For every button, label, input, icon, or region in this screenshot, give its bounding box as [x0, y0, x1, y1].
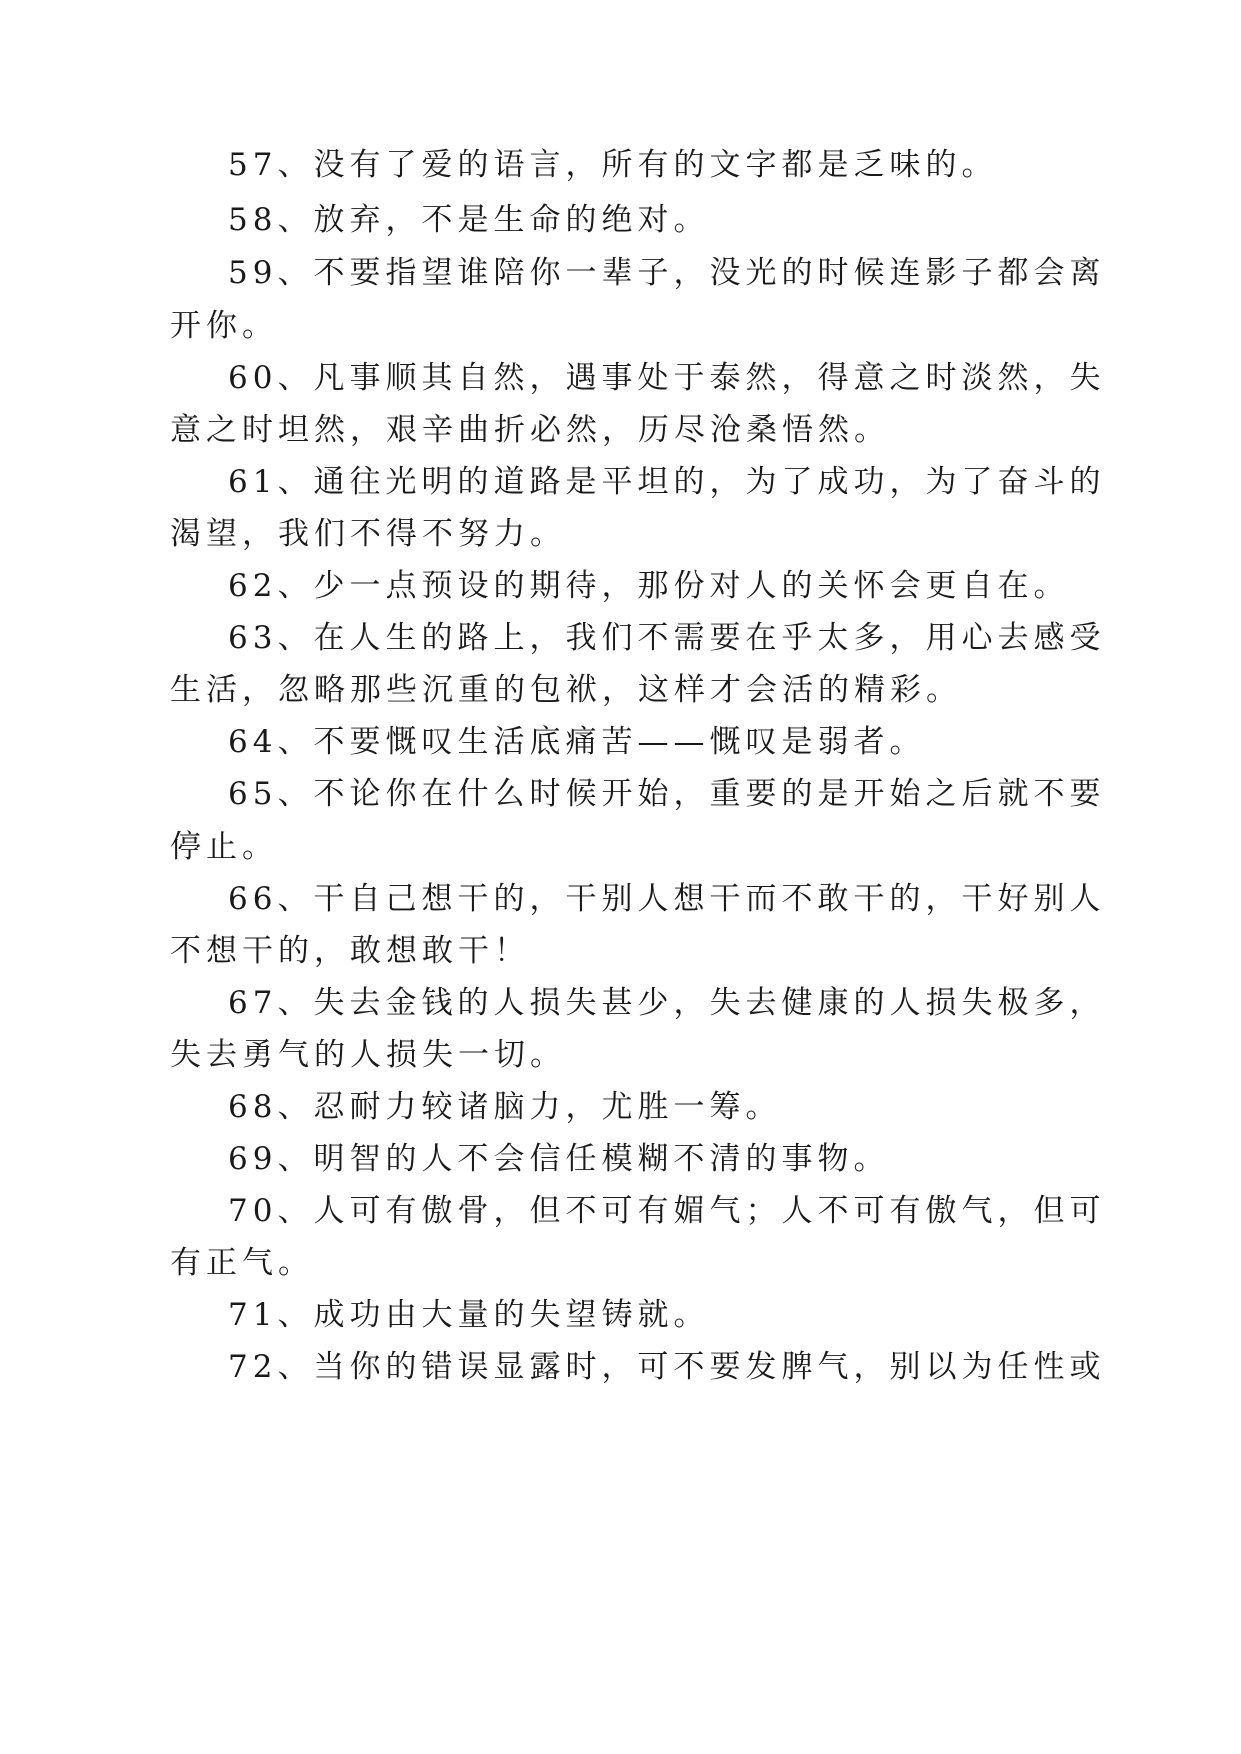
text-line: 意之时坦然，艰辛曲折必然，历尽沧桑悟然。 [170, 412, 890, 448]
text-line: 65、不论你在什么时候开始，重要的是开始之后就不要 [228, 776, 1106, 812]
text-line: 71、成功由大量的失望铸就。 [228, 1297, 710, 1333]
text-line: 停止。 [170, 829, 278, 865]
text-line: 68、忍耐力较诸脑力，尤胜一筹。 [228, 1089, 782, 1125]
text-line: 渴望，我们不得不努力。 [170, 516, 566, 552]
text-line: 70、人可有傲骨，但不可有媚气；人不可有傲气，但可 [228, 1193, 1106, 1229]
text-line: 开你。 [170, 308, 278, 344]
text-line: 63、在人生的路上，我们不需要在乎太多，用心去感受 [228, 620, 1106, 656]
text-line: 生活，忽略那些沉重的包袱，这样才会活的精彩。 [170, 672, 962, 708]
text-line: 69、明智的人不会信任模糊不清的事物。 [228, 1141, 890, 1177]
text-line: 失去勇气的人损失一切。 [170, 1037, 566, 1073]
text-line: 59、不要指望谁陪你一辈子，没光的时候连影子都会离 [228, 255, 1106, 291]
text-line: 有正气。 [170, 1245, 314, 1281]
text-line: 60、凡事顺其自然，遇事处于泰然，得意之时淡然，失 [228, 360, 1106, 396]
text-line: 66、干自己想干的，干别人想干而不敢干的，干好别人 [228, 881, 1106, 917]
text-line: 62、少一点预设的期待，那份对人的关怀会更自在。 [228, 568, 1070, 604]
text-line: 58、放弃，不是生命的绝对。 [228, 202, 710, 238]
text-line: 72、当你的错误显露时，可不要发脾气，别以为任性或 [228, 1349, 1106, 1385]
text-line: 不想干的，敢想敢干！ [170, 933, 530, 969]
text-line: 67、失去金钱的人损失甚少，失去健康的人损失极多， [228, 985, 1106, 1021]
text-line: 57、没有了爱的语言，所有的文字都是乏味的。 [228, 147, 998, 183]
text-line: 64、不要慨叹生活底痛苦——慨叹是弱者。 [228, 724, 926, 760]
text-line: 61、通往光明的道路是平坦的，为了成功，为了奋斗的 [228, 464, 1106, 500]
